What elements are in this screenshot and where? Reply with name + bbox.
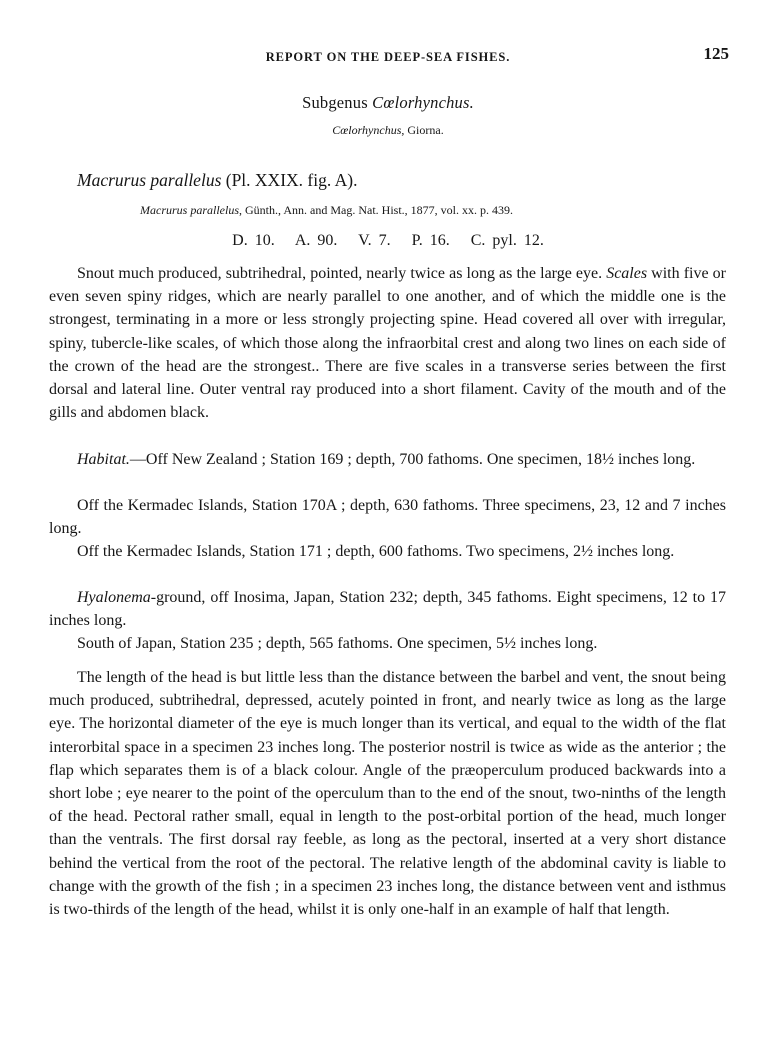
species-reference-name: Macrurus parallelus — [140, 203, 239, 217]
species-plate-ref: (Pl. XXIX. fig. A). — [221, 170, 358, 190]
subgenus-reference-name: Cœlorhynchus — [332, 123, 402, 137]
fin-formula — [0, 232, 776, 250]
running-title: REPORT ON THE DEEP-SEA FISHES. — [265, 50, 511, 64]
page-number: 125 — [703, 44, 729, 63]
species-reference-text: , Günth., Ann. and Mag. Nat. Hist., 1877, vol. xx. p. 439. — [239, 203, 513, 217]
habitat-entry-5 — [49, 632, 726, 655]
body-paragraph — [49, 666, 726, 921]
scales-word: Scales — [606, 265, 648, 282]
subgenus-heading — [0, 93, 776, 113]
habitat-entry-3 — [49, 540, 726, 563]
hyalonema-word: Hyalonema — [77, 589, 151, 606]
body-paragraph-text: The length of the head is but little less than the distance between the barbel and vent, the snout being much produced, subtrihedral, depressed, acutely pointed in front, and nearly twice as long as the large eye. The horizontal diameter of the eye is much longer than its vertical, and equal to the width of the flat interorbital space in a specimen 23 inches long. The posterior nostril is twice as wide as the anterior ; the flap which separates them is of a black colour. Angle of the præoperculum produced backwards into a short lobe ; eye nearer to the point of the operculum than to the end of the snout, two-ninths of the length of the head. Pectoral rather small, equal in length to the post-orbital portion of the head, much longer than the ventrals. The first dorsal ray feeble, as long as the pectoral, inserted at a very short distance behind the vertical from the root of the pectoral. The relative length of the abdominal cavity is liable to change with the growth of the fish ; in a specimen 23 inches long, the distance between vent and isthmus is two-thirds of the length of the head, whilst it is only one-half in an example of half that length. — [49, 669, 726, 919]
description-part-2: with five or even seven spiny ridges, which are nearly parallel to one another, and of which the middle one is the strongest, terminating in a more or less strongly projecting spine. Head covered all over with irregular, spiny, tubercle-like scales, of which those along the infraorbital crest and along two lines on each side of the crown of the head are the strongest.. There are five scales in a transverse series between the first dorsal and lateral line. Outer ventral ray produced into a short filament. Cavity of the mouth and of the gills and abdomen black. — [49, 265, 727, 422]
subgenus-heading-name: Cœlorhynchus. — [372, 93, 474, 112]
subgenus-heading-prefix: Subgenus — [302, 93, 373, 112]
subgenus-reference-author: , Giorna. — [401, 123, 444, 137]
habitat-entry-1 — [49, 448, 726, 471]
species-name: Macrurus parallelus — [77, 170, 222, 190]
habitat-entry-4 — [49, 586, 726, 632]
habitat-label: Habitat. — [77, 451, 130, 468]
habitat-entry-4-text: -ground, off Inosima, Japan, Station 232; depth, 345 fathoms. Eight specimens, 12 to 17 inches long. — [49, 589, 726, 630]
habitat-entry-5-text: South of Japan, Station 235 ; depth, 565 fathoms. One specimen, 5½ inches long. — [77, 635, 598, 652]
description-part-1: Snout much produced, subtrihedral, pointed, nearly twice as long as the large eye. — [77, 265, 607, 282]
subgenus-reference — [0, 123, 776, 138]
habitat-entry-2-text: Off the Kermadec Islands, Station 170A ; depth, 630 fathoms. Three specimens, 23, 12 and 7 inches long. — [49, 497, 726, 538]
habitat-entry-3-text: Off the Kermadec Islands, Station 171 ; depth, 600 fathoms. Two specimens, 2½ inches long. — [77, 543, 675, 560]
habitat-entry-1-text: —Off New Zealand ; Station 169 ; depth, 700 fathoms. One specimen, 18½ inches long. — [129, 451, 696, 468]
fin-formula-text: D. 10. A. 90. V. 7. P. 16. C. pyl. 12. — [232, 232, 544, 249]
habitat-entry-2 — [49, 494, 726, 540]
species-heading — [77, 170, 357, 191]
description-paragraph — [49, 262, 726, 424]
species-reference — [140, 203, 513, 218]
